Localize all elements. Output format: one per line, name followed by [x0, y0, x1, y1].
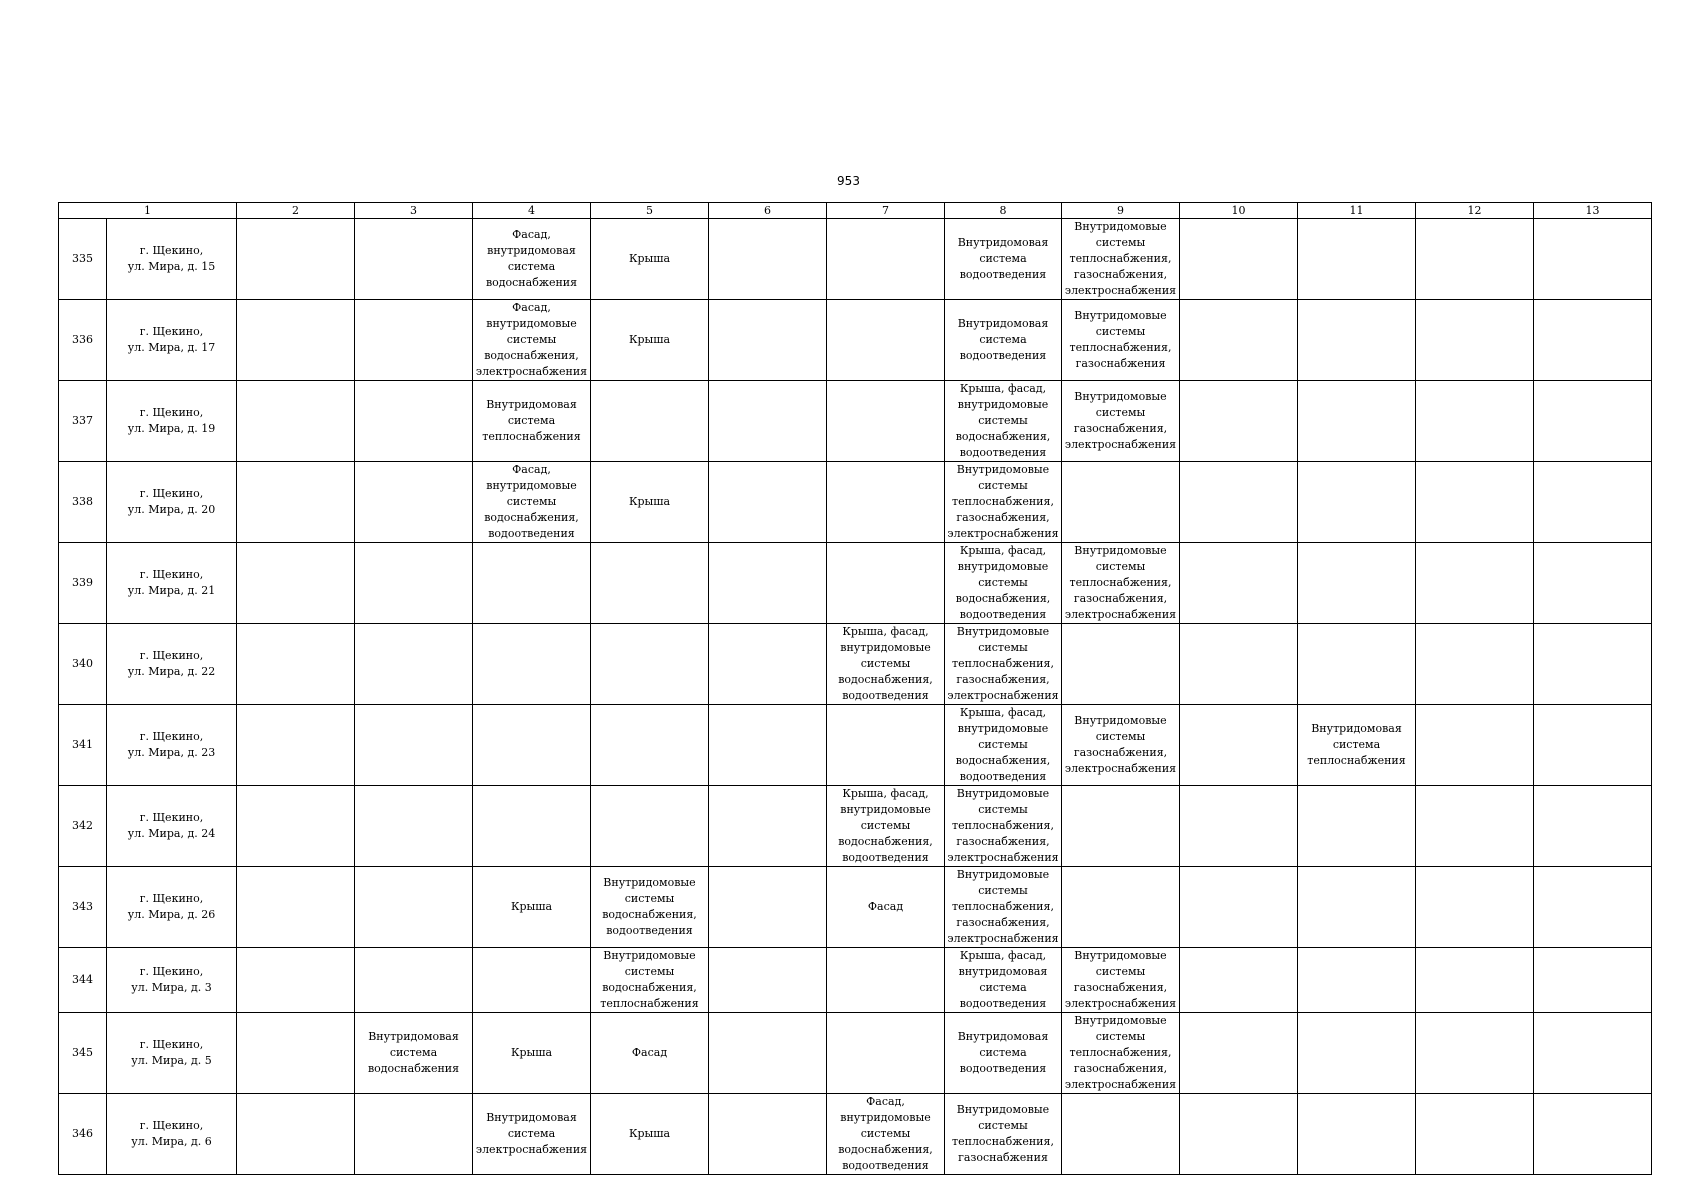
work-cell-col-10: [1180, 624, 1298, 705]
work-cell-col-11: [1298, 381, 1416, 462]
work-cell-col-7: [827, 381, 945, 462]
work-cell-col-9: Внутридомовые системы теплоснабжения, газоснабжения, электроснабжения: [1062, 543, 1180, 624]
table-row: [59, 381, 1652, 462]
row-number: 335: [59, 219, 107, 300]
work-cell-col-2: [237, 462, 355, 543]
work-cell-col-5: [591, 624, 709, 705]
table-row: [59, 1013, 1652, 1094]
row-number: 338: [59, 462, 107, 543]
work-cell-col-10: [1180, 219, 1298, 300]
work-cell-col-6: [709, 1013, 827, 1094]
work-cell-col-11: [1298, 786, 1416, 867]
work-cell-col-8: Крыша, фасад, внутридомовые системы водоснабжения, водоотведения: [945, 381, 1062, 462]
column-header-10: 10: [1180, 203, 1298, 219]
work-cell-col-9: [1062, 1094, 1180, 1175]
work-cell-col-13: [1534, 705, 1652, 786]
repair-schedule-table: [58, 202, 1652, 1175]
column-header-5: 5: [591, 203, 709, 219]
table-row: [59, 705, 1652, 786]
address-cell: г. Щекино, ул. Мира, д. 19: [107, 381, 237, 462]
work-cell-col-7: Крыша, фасад, внутридомовые системы водоснабжения, водоотведения: [827, 786, 945, 867]
work-cell-col-2: [237, 219, 355, 300]
work-cell-col-13: [1534, 1094, 1652, 1175]
table-body: [59, 219, 1652, 1175]
header-row: [59, 203, 1652, 219]
row-number: 341: [59, 705, 107, 786]
work-cell-col-2: [237, 948, 355, 1013]
address-cell: г. Щекино, ул. Мира, д. 17: [107, 300, 237, 381]
work-cell-col-2: [237, 1013, 355, 1094]
row-number: 343: [59, 867, 107, 948]
work-cell-col-8: Внутридомовые системы теплоснабжения, газоснабжения: [945, 1094, 1062, 1175]
work-cell-col-7: [827, 1013, 945, 1094]
column-header-8: 8: [945, 203, 1062, 219]
work-cell-col-10: [1180, 462, 1298, 543]
work-cell-col-8: Внутридомовые системы теплоснабжения, газоснабжения, электроснабжения: [945, 786, 1062, 867]
work-cell-col-5: Внутридомовые системы водоснабжения, водоотведения: [591, 867, 709, 948]
work-cell-col-2: [237, 1094, 355, 1175]
work-cell-col-4: Внутридомовая система электроснабжения: [473, 1094, 591, 1175]
address-cell: г. Щекино, ул. Мира, д. 22: [107, 624, 237, 705]
work-cell-col-9: Внутридомовые системы теплоснабжения, газоснабжения, электроснабжения: [1062, 1013, 1180, 1094]
work-cell-col-6: [709, 624, 827, 705]
work-cell-col-8: Внутридомовая система водоотведения: [945, 1013, 1062, 1094]
work-cell-col-12: [1416, 219, 1534, 300]
column-header-2: 2: [237, 203, 355, 219]
address-cell: г. Щекино, ул. Мира, д. 6: [107, 1094, 237, 1175]
work-cell-col-12: [1416, 543, 1534, 624]
row-number: 339: [59, 543, 107, 624]
column-header-11: 11: [1298, 203, 1416, 219]
address-cell: г. Щекино, ул. Мира, д. 20: [107, 462, 237, 543]
table-row: [59, 543, 1652, 624]
work-cell-col-11: [1298, 948, 1416, 1013]
work-cell-col-5: Фасад: [591, 1013, 709, 1094]
work-cell-col-5: Крыша: [591, 300, 709, 381]
work-cell-col-7: Крыша, фасад, внутридомовые системы водоснабжения, водоотведения: [827, 624, 945, 705]
work-cell-col-3: [355, 786, 473, 867]
work-cell-col-10: [1180, 543, 1298, 624]
work-cell-col-6: [709, 1094, 827, 1175]
work-cell-col-8: Внутридомовые системы теплоснабжения, газоснабжения, электроснабжения: [945, 462, 1062, 543]
work-cell-col-5: [591, 381, 709, 462]
work-cell-col-4: Крыша: [473, 1013, 591, 1094]
work-cell-col-2: [237, 867, 355, 948]
work-cell-col-10: [1180, 1094, 1298, 1175]
work-cell-col-8: Внутридомовая система водоотведения: [945, 219, 1062, 300]
work-cell-col-4: [473, 705, 591, 786]
work-cell-col-5: [591, 543, 709, 624]
work-cell-col-11: [1298, 1094, 1416, 1175]
work-cell-col-12: [1416, 1094, 1534, 1175]
address-cell: г. Щекино, ул. Мира, д. 15: [107, 219, 237, 300]
work-cell-col-4: Крыша: [473, 867, 591, 948]
row-number: 346: [59, 1094, 107, 1175]
work-cell-col-3: [355, 543, 473, 624]
work-cell-col-8: Крыша, фасад, внутридомовые системы водоснабжения, водоотведения: [945, 543, 1062, 624]
row-number: 344: [59, 948, 107, 1013]
work-cell-col-4: [473, 543, 591, 624]
row-number: 345: [59, 1013, 107, 1094]
row-number: 337: [59, 381, 107, 462]
work-cell-col-6: [709, 867, 827, 948]
work-cell-col-13: [1534, 867, 1652, 948]
work-cell-col-9: [1062, 462, 1180, 543]
work-cell-col-2: [237, 543, 355, 624]
address-cell: г. Щекино, ул. Мира, д. 24: [107, 786, 237, 867]
work-cell-col-10: [1180, 1013, 1298, 1094]
column-header-6: 6: [709, 203, 827, 219]
work-cell-col-11: [1298, 624, 1416, 705]
column-header-7: 7: [827, 203, 945, 219]
work-cell-col-11: [1298, 543, 1416, 624]
work-cell-col-12: [1416, 462, 1534, 543]
work-cell-col-2: [237, 624, 355, 705]
work-cell-col-4: Фасад, внутридомовые системы водоснабжения, электроснабжения: [473, 300, 591, 381]
work-cell-col-9: [1062, 867, 1180, 948]
work-cell-col-12: [1416, 867, 1534, 948]
address-cell: г. Щекино, ул. Мира, д. 21: [107, 543, 237, 624]
work-cell-col-12: [1416, 624, 1534, 705]
work-cell-col-7: [827, 462, 945, 543]
work-cell-col-10: [1180, 786, 1298, 867]
work-cell-col-12: [1416, 300, 1534, 381]
row-number: 342: [59, 786, 107, 867]
work-cell-col-3: [355, 381, 473, 462]
table-row: [59, 219, 1652, 300]
work-cell-col-2: [237, 705, 355, 786]
work-cell-col-13: [1534, 219, 1652, 300]
work-cell-col-11: [1298, 219, 1416, 300]
work-cell-col-9: Внутридомовые системы газоснабжения, электроснабжения: [1062, 948, 1180, 1013]
column-header-12: 12: [1416, 203, 1534, 219]
work-cell-col-11: [1298, 462, 1416, 543]
work-cell-col-3: [355, 867, 473, 948]
table-row: [59, 948, 1652, 1013]
work-cell-col-8: Крыша, фасад, внутридомовая система водоотведения: [945, 948, 1062, 1013]
work-cell-col-6: [709, 300, 827, 381]
work-cell-col-5: Крыша: [591, 462, 709, 543]
column-header-1: 1: [59, 203, 237, 219]
work-cell-col-13: [1534, 462, 1652, 543]
work-cell-col-5: [591, 786, 709, 867]
table-row: [59, 462, 1652, 543]
work-cell-col-4: [473, 624, 591, 705]
address-cell: г. Щекино, ул. Мира, д. 5: [107, 1013, 237, 1094]
work-cell-col-3: Внутридомовая система водоснабжения: [355, 1013, 473, 1094]
work-cell-col-2: [237, 786, 355, 867]
page-number: 953: [837, 174, 860, 188]
work-cell-col-12: [1416, 948, 1534, 1013]
work-cell-col-3: [355, 705, 473, 786]
work-cell-col-12: [1416, 786, 1534, 867]
work-cell-col-13: [1534, 543, 1652, 624]
column-header-3: 3: [355, 203, 473, 219]
work-cell-col-12: [1416, 705, 1534, 786]
work-cell-col-9: [1062, 786, 1180, 867]
row-number: 336: [59, 300, 107, 381]
address-cell: г. Щекино, ул. Мира, д. 26: [107, 867, 237, 948]
work-cell-col-2: [237, 381, 355, 462]
work-cell-col-6: [709, 381, 827, 462]
work-cell-col-3: [355, 624, 473, 705]
work-cell-col-4: Фасад, внутридомовые системы водоснабжения, водоотведения: [473, 462, 591, 543]
work-cell-col-6: [709, 948, 827, 1013]
work-cell-col-13: [1534, 300, 1652, 381]
work-cell-col-9: [1062, 624, 1180, 705]
work-cell-col-13: [1534, 948, 1652, 1013]
column-header-13: 13: [1534, 203, 1652, 219]
table-row: [59, 300, 1652, 381]
work-cell-col-11: [1298, 867, 1416, 948]
row-number: 340: [59, 624, 107, 705]
work-cell-col-11: Внутридомовая система теплоснабжения: [1298, 705, 1416, 786]
column-header-9: 9: [1062, 203, 1180, 219]
work-cell-col-3: [355, 219, 473, 300]
work-cell-col-13: [1534, 624, 1652, 705]
work-cell-col-10: [1180, 381, 1298, 462]
work-cell-col-9: Внутридомовые системы теплоснабжения, газоснабжения: [1062, 300, 1180, 381]
work-cell-col-13: [1534, 786, 1652, 867]
work-cell-col-7: [827, 543, 945, 624]
work-cell-col-4: [473, 948, 591, 1013]
work-cell-col-5: [591, 705, 709, 786]
work-cell-col-3: [355, 948, 473, 1013]
column-header-4: 4: [473, 203, 591, 219]
work-cell-col-8: Внутридомовая система водоотведения: [945, 300, 1062, 381]
address-cell: г. Щекино, ул. Мира, д. 23: [107, 705, 237, 786]
work-cell-col-6: [709, 543, 827, 624]
work-cell-col-13: [1534, 381, 1652, 462]
work-cell-col-11: [1298, 1013, 1416, 1094]
work-cell-col-9: Внутридомовые системы газоснабжения, электроснабжения: [1062, 705, 1180, 786]
work-cell-col-7: [827, 300, 945, 381]
work-cell-col-8: Крыша, фасад, внутридомовые системы водоснабжения, водоотведения: [945, 705, 1062, 786]
work-cell-col-10: [1180, 300, 1298, 381]
work-cell-col-13: [1534, 1013, 1652, 1094]
work-cell-col-8: Внутридомовые системы теплоснабжения, газоснабжения, электроснабжения: [945, 624, 1062, 705]
table-row: [59, 786, 1652, 867]
work-cell-col-7: Фасад, внутридомовые системы водоснабжения, водоотведения: [827, 1094, 945, 1175]
work-cell-col-3: [355, 1094, 473, 1175]
work-cell-col-6: [709, 786, 827, 867]
work-cell-col-5: Внутридомовые системы водоснабжения, теплоснабжения: [591, 948, 709, 1013]
work-cell-col-4: [473, 786, 591, 867]
work-cell-col-9: Внутридомовые системы газоснабжения, электроснабжения: [1062, 381, 1180, 462]
work-cell-col-10: [1180, 705, 1298, 786]
work-cell-col-4: Внутридомовая система теплоснабжения: [473, 381, 591, 462]
work-cell-col-4: Фасад, внутридомовая система водоснабжения: [473, 219, 591, 300]
work-cell-col-11: [1298, 300, 1416, 381]
table-row: [59, 624, 1652, 705]
work-cell-col-5: Крыша: [591, 1094, 709, 1175]
work-cell-col-10: [1180, 948, 1298, 1013]
work-cell-col-7: [827, 219, 945, 300]
work-cell-col-9: Внутридомовые системы теплоснабжения, газоснабжения, электроснабжения: [1062, 219, 1180, 300]
work-cell-col-8: Внутридомовые системы теплоснабжения, газоснабжения, электроснабжения: [945, 867, 1062, 948]
work-cell-col-12: [1416, 381, 1534, 462]
work-cell-col-5: Крыша: [591, 219, 709, 300]
work-cell-col-6: [709, 219, 827, 300]
work-cell-col-7: Фасад: [827, 867, 945, 948]
work-cell-col-7: [827, 705, 945, 786]
work-cell-col-6: [709, 705, 827, 786]
work-cell-col-3: [355, 300, 473, 381]
work-cell-col-3: [355, 462, 473, 543]
work-cell-col-7: [827, 948, 945, 1013]
work-cell-col-12: [1416, 1013, 1534, 1094]
table-header: [59, 203, 1652, 219]
address-cell: г. Щекино, ул. Мира, д. 3: [107, 948, 237, 1013]
table-row: [59, 867, 1652, 948]
work-cell-col-2: [237, 300, 355, 381]
table-row: [59, 1094, 1652, 1175]
work-cell-col-6: [709, 462, 827, 543]
work-cell-col-10: [1180, 867, 1298, 948]
